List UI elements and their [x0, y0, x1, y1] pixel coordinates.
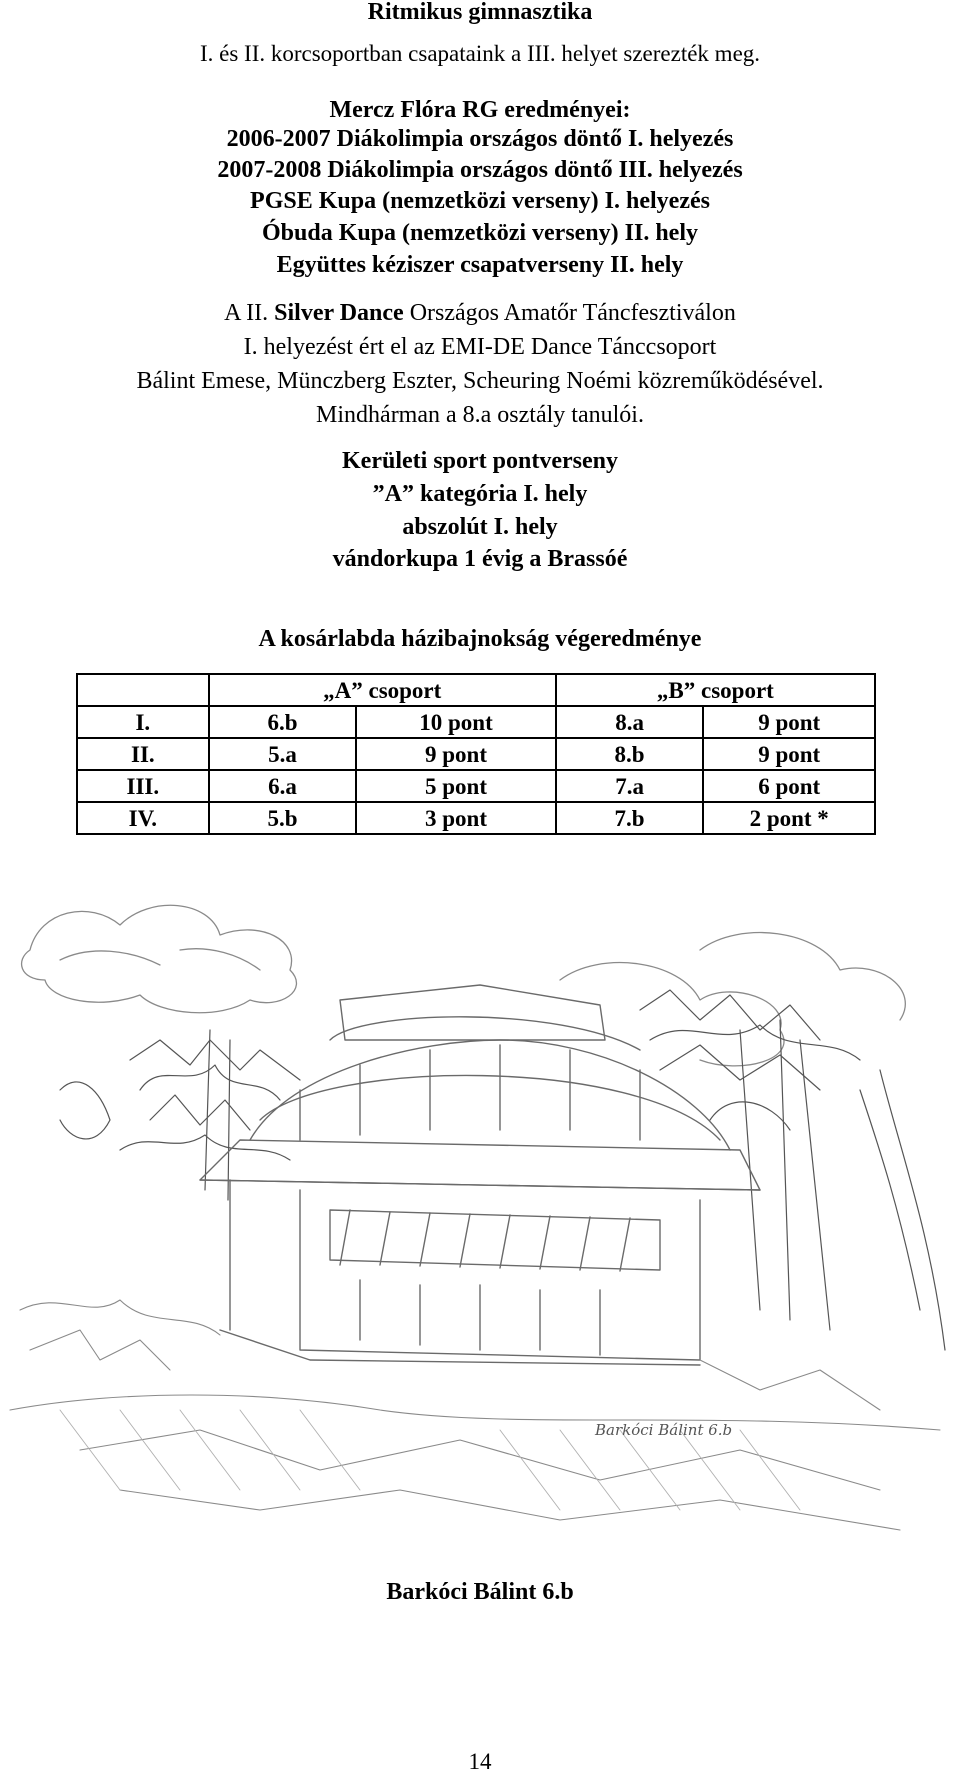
group-b-points-cell: 2 pont *	[703, 802, 875, 834]
group-a-points-cell: 5 pont	[356, 770, 555, 802]
dance-line-3: Bálint Emese, Münczberg Eszter, Scheuring Noémi közreműködésével.	[136, 368, 824, 394]
group-b-points-cell: 9 pont	[703, 738, 875, 770]
tree-left-sketch	[60, 1030, 300, 1200]
dance-line-1	[0, 301, 960, 325]
district-title: Kerületi sport pontverseny	[342, 448, 618, 474]
place-cell: III.	[77, 770, 209, 802]
group-a-class-cell: 5.b	[209, 802, 357, 834]
group-b-class-cell: 8.a	[556, 706, 704, 738]
dome-building-sketch	[200, 985, 760, 1365]
mercz-heading: Mercz Flóra RG eredményei:	[329, 97, 631, 123]
group-b-class-cell: 7.b	[556, 802, 704, 834]
place-cell: IV.	[77, 802, 209, 834]
basketball-results-table	[76, 673, 876, 835]
mercz-result-5: Együttes kéziszer csapatverseny II. hely	[276, 252, 684, 278]
mercz-result-1: 2006-2007 Diákolimpia országos döntő I. helyezés	[226, 126, 734, 152]
mercz-result-3: PGSE Kupa (nemzetközi verseny) I. helyezés	[250, 188, 710, 214]
table-header-row	[77, 674, 875, 706]
dance-suffix: Országos Amatőr Táncfesztiválon	[403, 300, 736, 326]
district-line-2: abszolút I. hely	[402, 514, 558, 540]
dance-line-4: Mindhárman a 8.a osztály tanulói.	[316, 402, 644, 428]
group-a-class-cell: 6.a	[209, 770, 357, 802]
drawing-caption: Barkóci Bálint 6.b	[386, 1579, 574, 1605]
group-a-points-cell: 10 pont	[356, 706, 555, 738]
dance-event-name: Silver Dance	[274, 300, 404, 326]
mercz-result-4: Óbuda Kupa (nemzetközi verseny) II. hely	[261, 220, 698, 246]
rg-team-result: I. és II. korcsoportban csapataink a III. helyet szerezték meg.	[199, 41, 761, 66]
table-row	[77, 706, 875, 738]
page-number: 14	[468, 1749, 492, 1774]
group-b-points-cell: 9 pont	[703, 706, 875, 738]
dance-prefix: A II.	[224, 300, 275, 326]
group-a-points-cell: 9 pont	[356, 738, 555, 770]
ground-sketch	[10, 1300, 940, 1530]
building-sketch-drawing	[0, 890, 960, 1570]
district-line-1: ”A” kategória I. hely	[372, 481, 588, 507]
group-a-points-cell: 3 pont	[356, 802, 555, 834]
place-cell: II.	[77, 738, 209, 770]
group-b-class-cell: 7.a	[556, 770, 704, 802]
table-header-blank	[77, 674, 209, 706]
group-b-header: „B” csoport	[556, 674, 875, 706]
group-b-points-cell: 6 pont	[703, 770, 875, 802]
table-row	[77, 738, 875, 770]
mercz-result-2: 2007-2008 Diákolimpia országos döntő III. helyezés	[217, 157, 743, 183]
signature-handwriting: Barkóci Bálint 6.b	[595, 1421, 733, 1439]
group-a-class-cell: 5.a	[209, 738, 357, 770]
district-line-3: vándorkupa 1 évig a Brassóé	[332, 546, 628, 572]
tree-right-sketch	[640, 990, 945, 1350]
basketball-title: A kosárlabda házibajnokság végeredménye	[258, 626, 702, 652]
table-row	[77, 802, 875, 834]
table-row	[77, 770, 875, 802]
rg-heading: Ritmikus gimnasztika	[367, 0, 593, 25]
group-b-class-cell: 8.b	[556, 738, 704, 770]
group-a-header: „A” csoport	[209, 674, 556, 706]
dance-line-2: I. helyezést ért el az EMI-DE Dance Tánccsoport	[243, 334, 717, 360]
group-a-class-cell: 6.b	[209, 706, 357, 738]
place-cell: I.	[77, 706, 209, 738]
